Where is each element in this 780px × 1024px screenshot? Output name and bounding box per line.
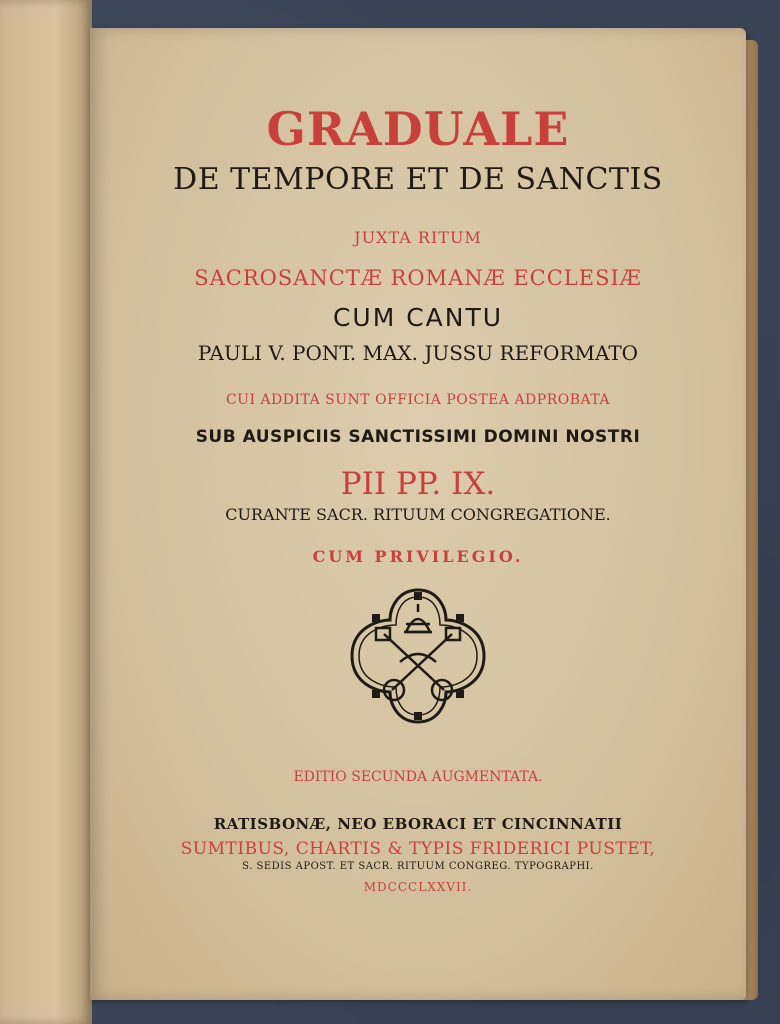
- curante-line: CURANTE SACR. RITUUM CONGREGATIONE.: [225, 505, 611, 524]
- pope-line: PII PP. IX.: [340, 466, 496, 502]
- editio-line: EDITIO SECUNDA AUGMENTATA.: [293, 769, 543, 785]
- privilegio-line: CUM PRIVILEGIO.: [312, 547, 524, 566]
- cantu-line: CUM CANTU: [332, 303, 504, 332]
- ecclesia-line: SACROSANCTÆ ROMANÆ ECCLESIÆ: [194, 266, 642, 290]
- year-line: MDCCCLXXVII.: [363, 880, 473, 894]
- addita-line: CUI ADDITA SUNT OFFICIA POSTEA ADPROBATA: [225, 392, 611, 408]
- places-line: RATISBONÆ, NEO EBORACI ET CINCINNATII: [213, 815, 623, 833]
- papal-keys-emblem-icon: [348, 586, 488, 726]
- publisher-line: SUMTIBUS, CHARTIS & TYPIS FRIDERICI PUSTET,: [180, 839, 656, 859]
- book-subtitle: DE TEMPORE ET DE SANCTIS: [173, 162, 663, 197]
- juxta-line: JUXTA RITUM: [354, 228, 482, 247]
- left-page: [0, 0, 92, 1024]
- typographi-line: S. SEDIS APOST. ET SACR. RITUUM CONGREG. TYPOGRAPHI.: [242, 861, 594, 872]
- auspiciis-line: SUB AUSPICIIS SANCTISSIMI DOMINI NOSTRI: [195, 427, 641, 447]
- pauli-line: PAULI V. PONT. MAX. JUSSU REFORMATO: [197, 341, 639, 365]
- book-title: GRADUALE: [266, 102, 570, 156]
- title-page: [90, 28, 746, 1000]
